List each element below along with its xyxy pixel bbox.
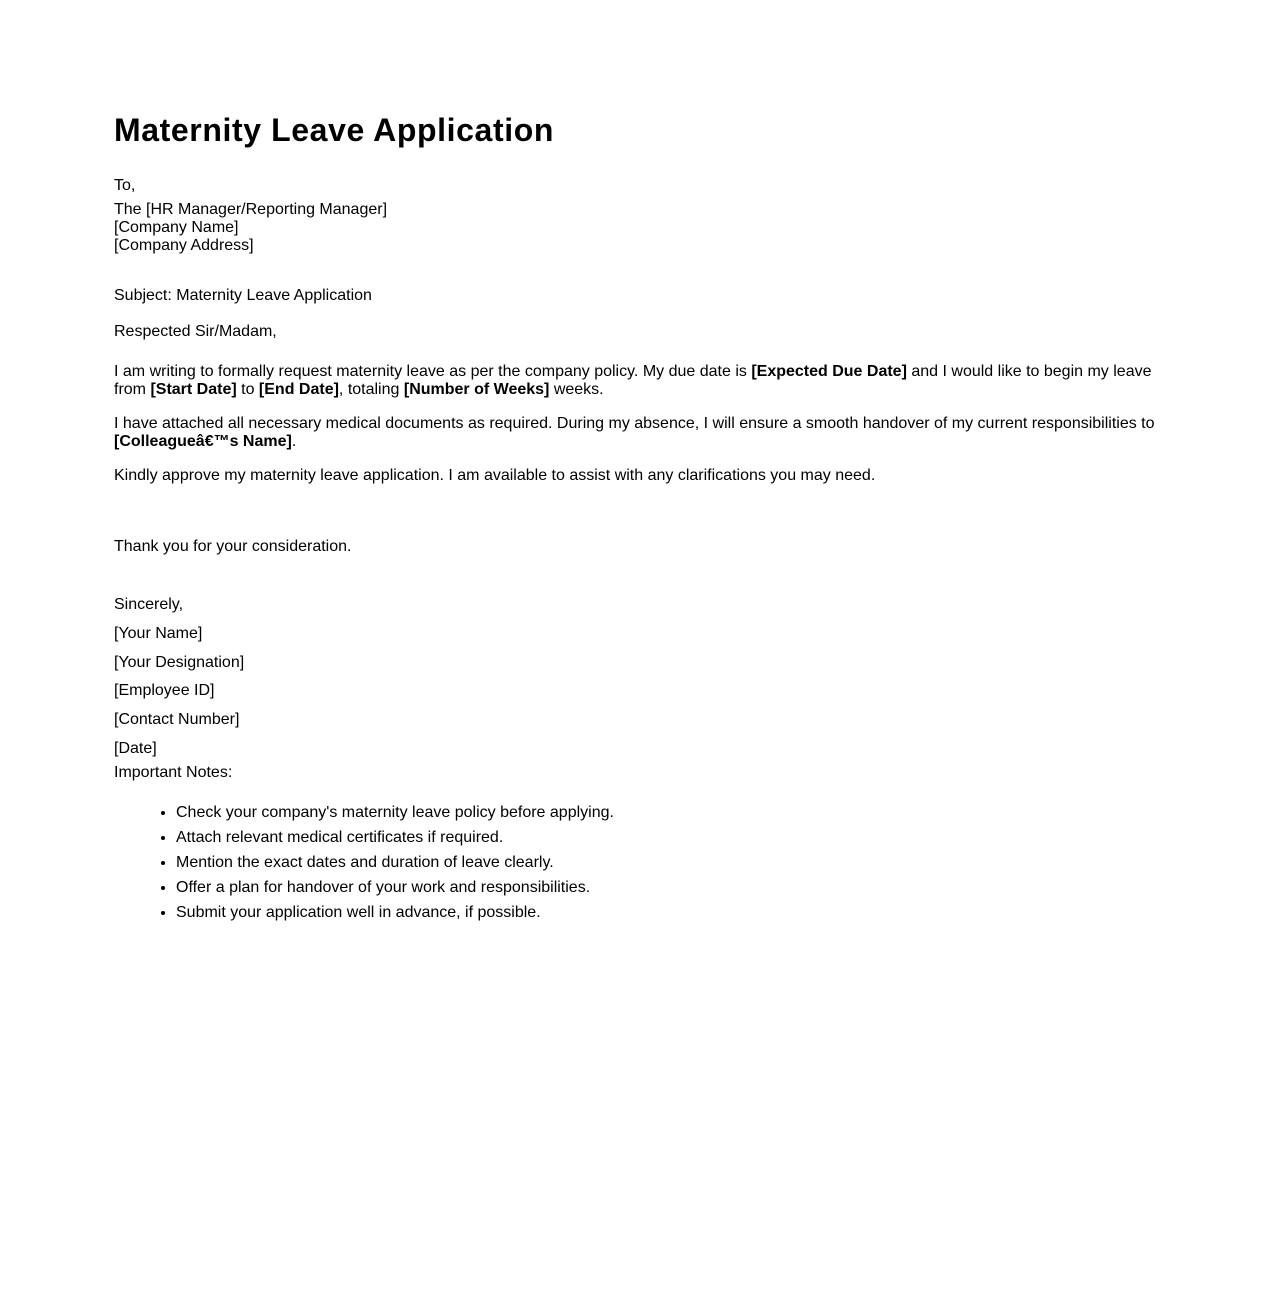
recipient-line-2: [Company Name] [114,219,239,236]
to-line: To, [114,177,136,194]
due-date-placeholder: [Expected Due Date] [751,363,907,380]
p2-text-2: . [291,433,297,450]
p1-text-1: I am writing to formally request maternity leave as per the company policy. My due date is [114,363,752,380]
subject-line: Subject: Maternity Leave Application [114,287,372,304]
p1-text-5: weeks. [549,381,604,398]
signature-employee-id: [Employee ID] [114,682,215,699]
page-title: Maternity Leave Application [114,112,554,148]
colleague-placeholder: [Colleagueâ€™s Name] [114,433,292,450]
paragraph-request [114,363,1174,399]
thanks-line: Thank you for your consideration. [114,538,352,555]
notes-heading: Important Notes: [114,764,233,781]
signature-date: [Date] [114,740,157,757]
signature-designation: [Your Designation] [114,654,245,671]
p1-text-4: , totaling [338,381,404,398]
signature-name: [Your Name] [114,625,203,642]
closing-line: Sincerely, [114,596,184,613]
paragraph-approval: Kindly approve my maternity leave application. I am available to assist with any clarifications you may need. [114,467,876,484]
weeks-placeholder: [Number of Weeks] [403,381,550,398]
list-item: • Attach relevant medical certificates if required. [176,829,614,847]
recipient-line-1: The [HR Manager/Reporting Manager] [114,201,388,218]
end-date-placeholder: [End Date] [258,381,339,398]
paragraph-handover [114,415,1174,451]
list-item: • Check your company's maternity leave policy before applying. [176,804,614,822]
signature-contact: [Contact Number] [114,711,240,728]
list-item: • Mention the exact dates and duration of leave clearly. [176,854,614,872]
recipient-address [114,201,387,255]
p2-text-1: I have attached all necessary medical documents as required. During my absence, I will ensure a smooth handover of my current responsibilities to [114,415,1155,432]
salutation: Respected Sir/Madam, [114,323,277,340]
notes-list [114,804,614,929]
recipient-line-3: [Company Address] [114,237,254,254]
p1-text-3: to [236,381,259,398]
start-date-placeholder: [Start Date] [150,381,237,398]
list-item: • Offer a plan for handover of your work and responsibilities. [176,879,614,897]
p1-text-2: and I would like to begin my leave from [114,363,1152,398]
list-item: • Submit your application well in advance, if possible. [176,904,614,922]
